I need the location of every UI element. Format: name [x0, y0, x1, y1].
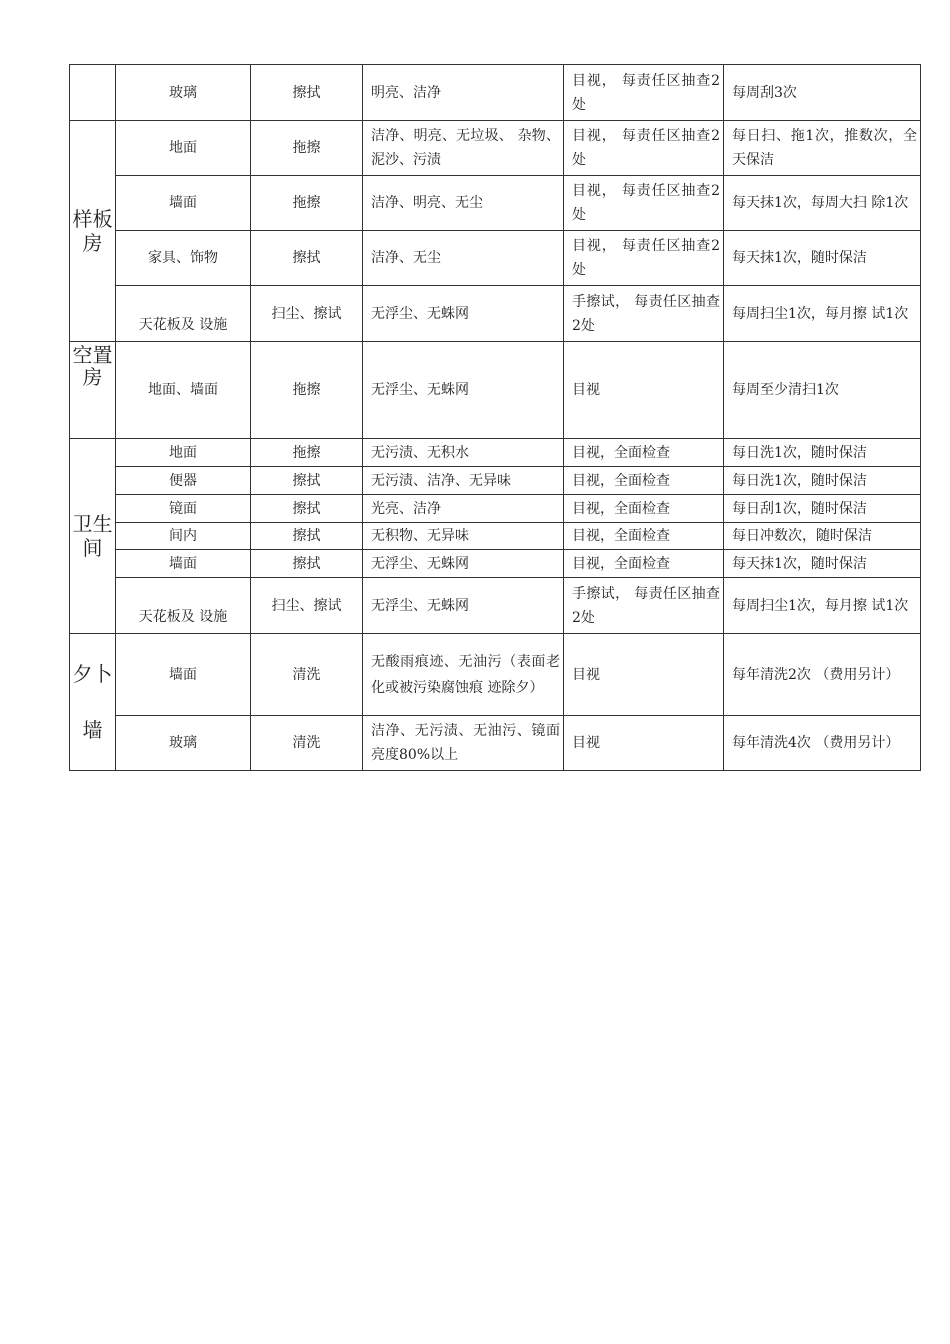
- item-cell: 间内: [116, 523, 251, 550]
- item-cell: 墙面: [116, 176, 251, 231]
- check-cell: 目视: [564, 342, 724, 439]
- frequency-cell: 每天抹1次，每周大扫 除1次: [724, 176, 921, 231]
- item-cell: 玻璃: [116, 65, 251, 121]
- standard-cell: 无污渍、洁净、无异味: [363, 467, 564, 495]
- table-row: [70, 716, 921, 771]
- item-cell: 地面、墙面: [116, 342, 251, 439]
- standard-cell: 无积物、无异味: [363, 523, 564, 550]
- method-cell: 拖擦: [251, 439, 363, 467]
- table-row: [70, 439, 921, 467]
- area-cell-exterior-wall: 夕卜墙: [70, 634, 116, 771]
- frequency-cell: 每天抹1次，随时保洁: [724, 550, 921, 578]
- frequency-cell: 每日冲数次，随时保洁: [724, 523, 921, 550]
- method-cell: 擦拭: [251, 467, 363, 495]
- frequency-cell: 每天抹1次，随时保洁: [724, 231, 921, 286]
- item-cell: 墙面: [116, 550, 251, 578]
- standard-cell: 洁净、无尘: [363, 231, 564, 286]
- frequency-cell: 每日洗1次，随时保洁: [724, 439, 921, 467]
- item-cell: 玻璃: [116, 716, 251, 771]
- area-cell-restroom: 卫生间: [70, 439, 116, 634]
- frequency-cell: 每周扫尘1次，每月擦 试1次: [724, 286, 921, 342]
- area-cell-vacant-room: 空置房: [70, 342, 116, 439]
- check-cell: 手擦试， 每责任区抽查2处: [564, 286, 724, 342]
- method-cell: 擦拭: [251, 495, 363, 523]
- check-cell: 目视，全面检查: [564, 550, 724, 578]
- method-cell: 拖擦: [251, 342, 363, 439]
- item-cell: 便器: [116, 467, 251, 495]
- check-cell: 目视， 每责任区抽查2处: [564, 65, 724, 121]
- table-row: [70, 286, 921, 342]
- table-row: [70, 495, 921, 523]
- table-row: [70, 634, 921, 716]
- standard-cell: 无浮尘、无蛛网: [363, 286, 564, 342]
- standard-cell: 光亮、洁净: [363, 495, 564, 523]
- frequency-cell: 每周至少清扫1次: [724, 342, 921, 439]
- check-cell: 目视，全面检查: [564, 495, 724, 523]
- method-cell: 拖擦: [251, 121, 363, 176]
- frequency-cell: 每日扫、拖1次，推数次，全天保洁: [724, 121, 921, 176]
- method-cell: 擦拭: [251, 550, 363, 578]
- frequency-cell: 每周刮3次: [724, 65, 921, 121]
- method-cell: 擦拭: [251, 231, 363, 286]
- item-cell: 镜面: [116, 495, 251, 523]
- check-cell: 目视，全面检查: [564, 439, 724, 467]
- area-cell-sample-room: 样板房: [70, 121, 116, 342]
- standard-cell: 洁净、明亮、无尘: [363, 176, 564, 231]
- method-cell: 扫尘、擦试: [251, 578, 363, 634]
- table-row: [70, 467, 921, 495]
- frequency-cell: 每日刮1次，随时保洁: [724, 495, 921, 523]
- frequency-cell: 每日洗1次，随时保洁: [724, 467, 921, 495]
- check-cell: 手擦试， 每责任区抽查2处: [564, 578, 724, 634]
- table-row: [70, 523, 921, 550]
- method-cell: 拖擦: [251, 176, 363, 231]
- method-cell: 擦拭: [251, 65, 363, 121]
- method-cell: 扫尘、擦试: [251, 286, 363, 342]
- check-cell: 目视， 每责任区抽查2处: [564, 176, 724, 231]
- method-cell: 清洗: [251, 716, 363, 771]
- item-cell: 墙面: [116, 634, 251, 716]
- table-row: [70, 578, 921, 634]
- table-row: [70, 550, 921, 578]
- standard-cell: 洁净、无污渍、无油污、镜面亮度80%以上: [363, 716, 564, 771]
- standard-cell: 无污渍、无积水: [363, 439, 564, 467]
- check-cell: 目视，全面检查: [564, 523, 724, 550]
- frequency-cell: 每周扫尘1次，每月擦 试1次: [724, 578, 921, 634]
- table-row: [70, 176, 921, 231]
- check-cell: 目视: [564, 716, 724, 771]
- item-cell: 地面: [116, 121, 251, 176]
- table-row: [70, 342, 921, 439]
- table-row: [70, 65, 921, 121]
- cleaning-standards-table: [69, 64, 921, 771]
- check-cell: 目视，全面检查: [564, 467, 724, 495]
- standard-cell: 无浮尘、无蛛网: [363, 550, 564, 578]
- item-cell: 地面: [116, 439, 251, 467]
- check-cell: 目视， 每责任区抽查2处: [564, 121, 724, 176]
- area-cell: [70, 65, 116, 121]
- table-row: [70, 121, 921, 176]
- method-cell: 清洗: [251, 634, 363, 716]
- item-cell: 天花板及 设施: [138, 608, 228, 625]
- standard-cell: 明亮、洁净: [363, 65, 564, 121]
- standard-cell: 无浮尘、无蛛网: [363, 342, 564, 439]
- item-cell: 天花板及 设施: [138, 316, 228, 333]
- method-cell: 擦拭: [251, 523, 363, 550]
- check-cell: 目视， 每责任区抽查2处: [564, 231, 724, 286]
- standard-cell: 无酸雨痕迹、无油污（表面老化或被污染腐蚀痕 迹除夕）: [363, 634, 564, 716]
- item-cell: 家具、饰物: [116, 231, 251, 286]
- frequency-cell: 每年清洗4次 （费用另计）: [724, 716, 921, 771]
- table-row: [70, 231, 921, 286]
- frequency-cell: 每年清洗2次 （费用另计）: [724, 634, 921, 716]
- check-cell: 目视: [564, 634, 724, 716]
- standard-cell: 无浮尘、无蛛网: [363, 578, 564, 634]
- standard-cell: 洁净、明亮、无垃圾、 杂物、泥沙、污渍: [363, 121, 564, 176]
